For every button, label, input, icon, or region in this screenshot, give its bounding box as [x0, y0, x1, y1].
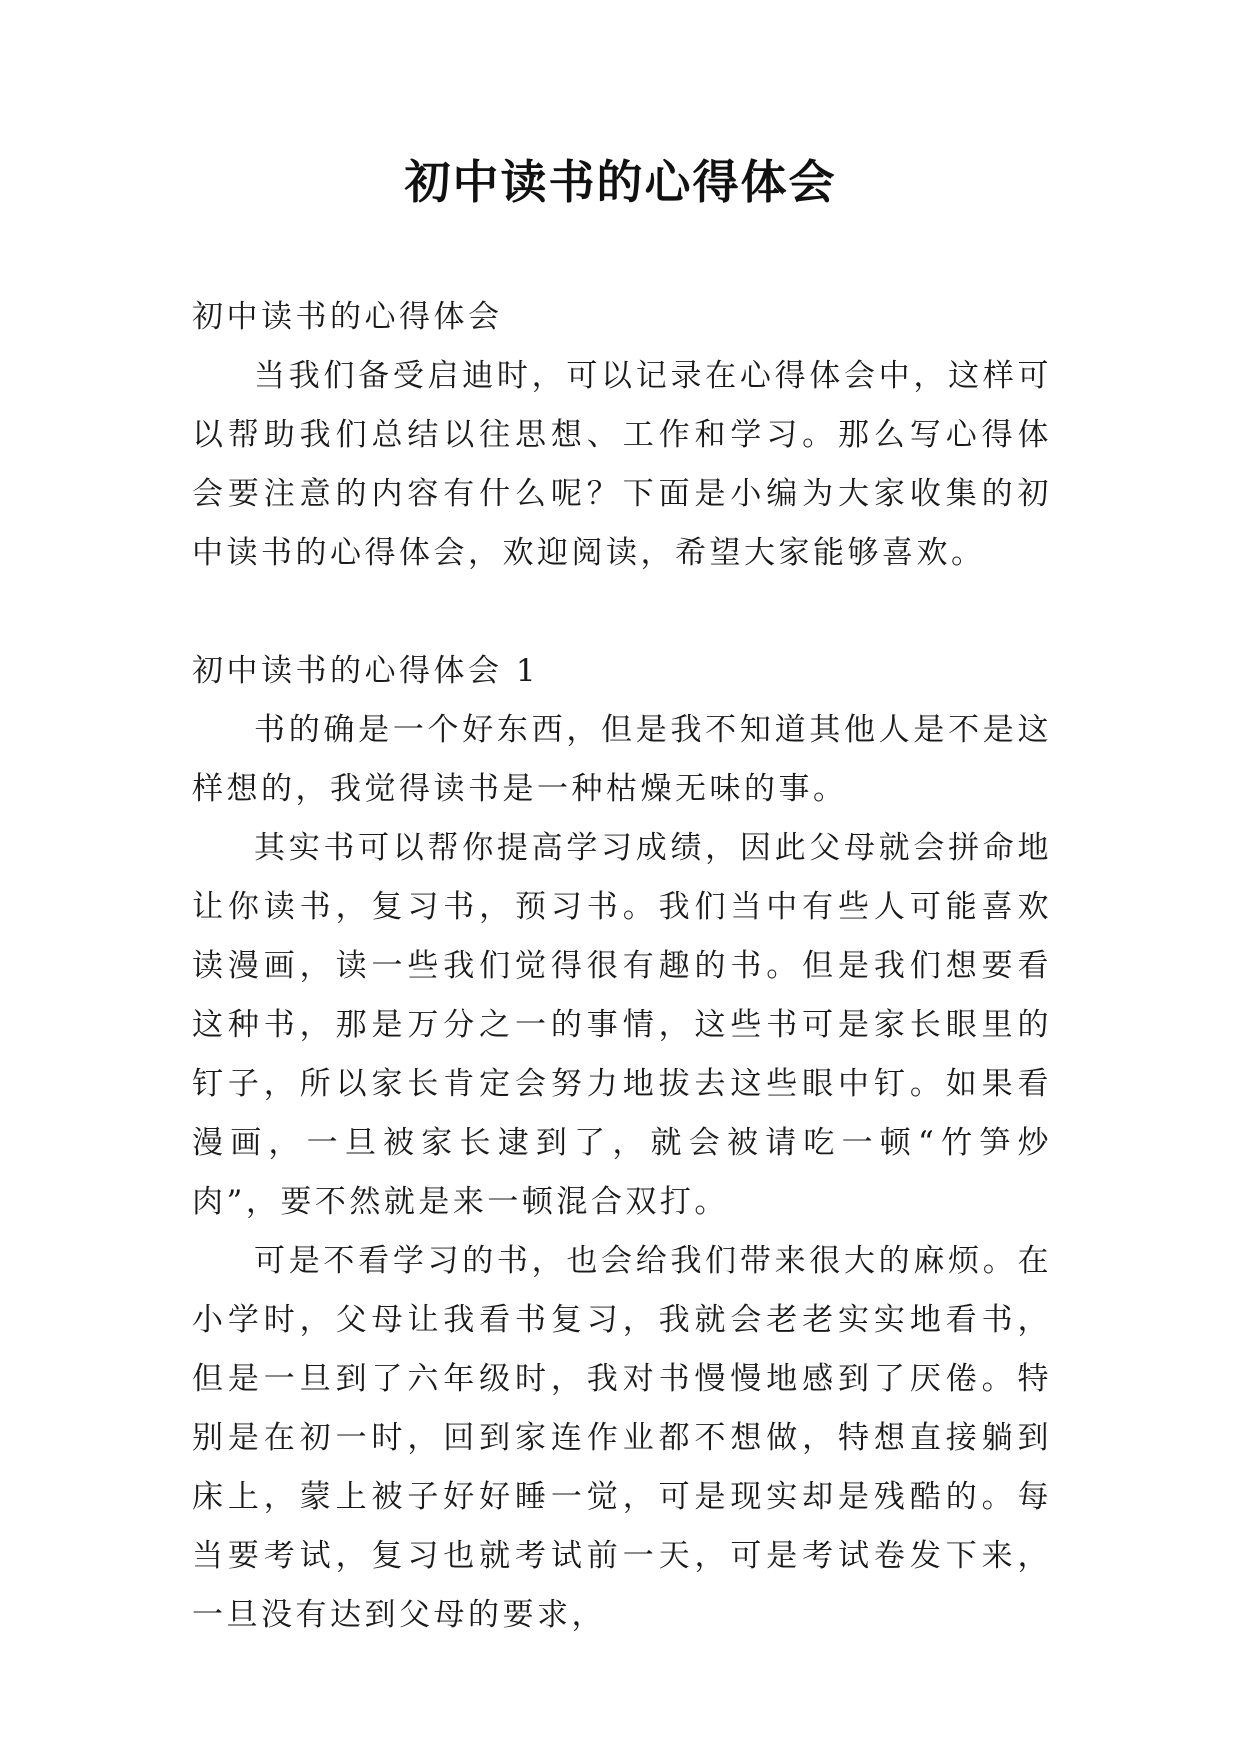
- intro-paragraph: 当我们备受启迪时，可以记录在心得体会中，这样可以帮助我们总结以往思想、工作和学习。那么写心得体会要注意的内容有什么呢？下面是小编为大家收集的初中读书的心得体会，欢迎阅读，希望大家能够喜欢。: [192, 358, 1052, 571]
- paragraph: 书的确是一个好东西，但是我不知道其他人是不是这样想的，我觉得读书是一种枯燥无味的事。: [192, 712, 1052, 807]
- section-heading-1: 初中读书的心得体会 1: [192, 653, 540, 689]
- document-title: 初中读书的心得体会: [404, 155, 837, 209]
- section-heading: 初中读书的心得体会: [192, 299, 503, 335]
- paragraph: 其实书可以帮你提高学习成绩，因此父母就会拼命地让你读书，复习书，预习书。我们当中有些人可能喜欢读漫画，读一些我们觉得很有趣的书。但是我们想要看这种书，那是万分之一的事情，这些书可是家长眼里的钉子，所以家长肯定会努力地拔去这些眼中钉。如果看漫画，一旦被家长逮到了，就会被请吃一顿“竹笋炒肉”，要不然就是来一顿混合双打。: [192, 830, 1052, 1220]
- document-body: [192, 288, 1052, 1645]
- paragraph: 可是不看学习的书，也会给我们带来很大的麻烦。在小学时，父母让我看书复习，我就会老老实实地看书，但是一旦到了六年级时，我对书慢慢地感到了厌倦。特别是在初一时，回到家连作业都不想做，特想直接躺到床上，蒙上被子好好睡一觉，可是现实却是残酷的。每当要考试，复习也就考试前一天，可是考试卷发下来，一旦没有达到父母的要求，: [192, 1243, 1052, 1633]
